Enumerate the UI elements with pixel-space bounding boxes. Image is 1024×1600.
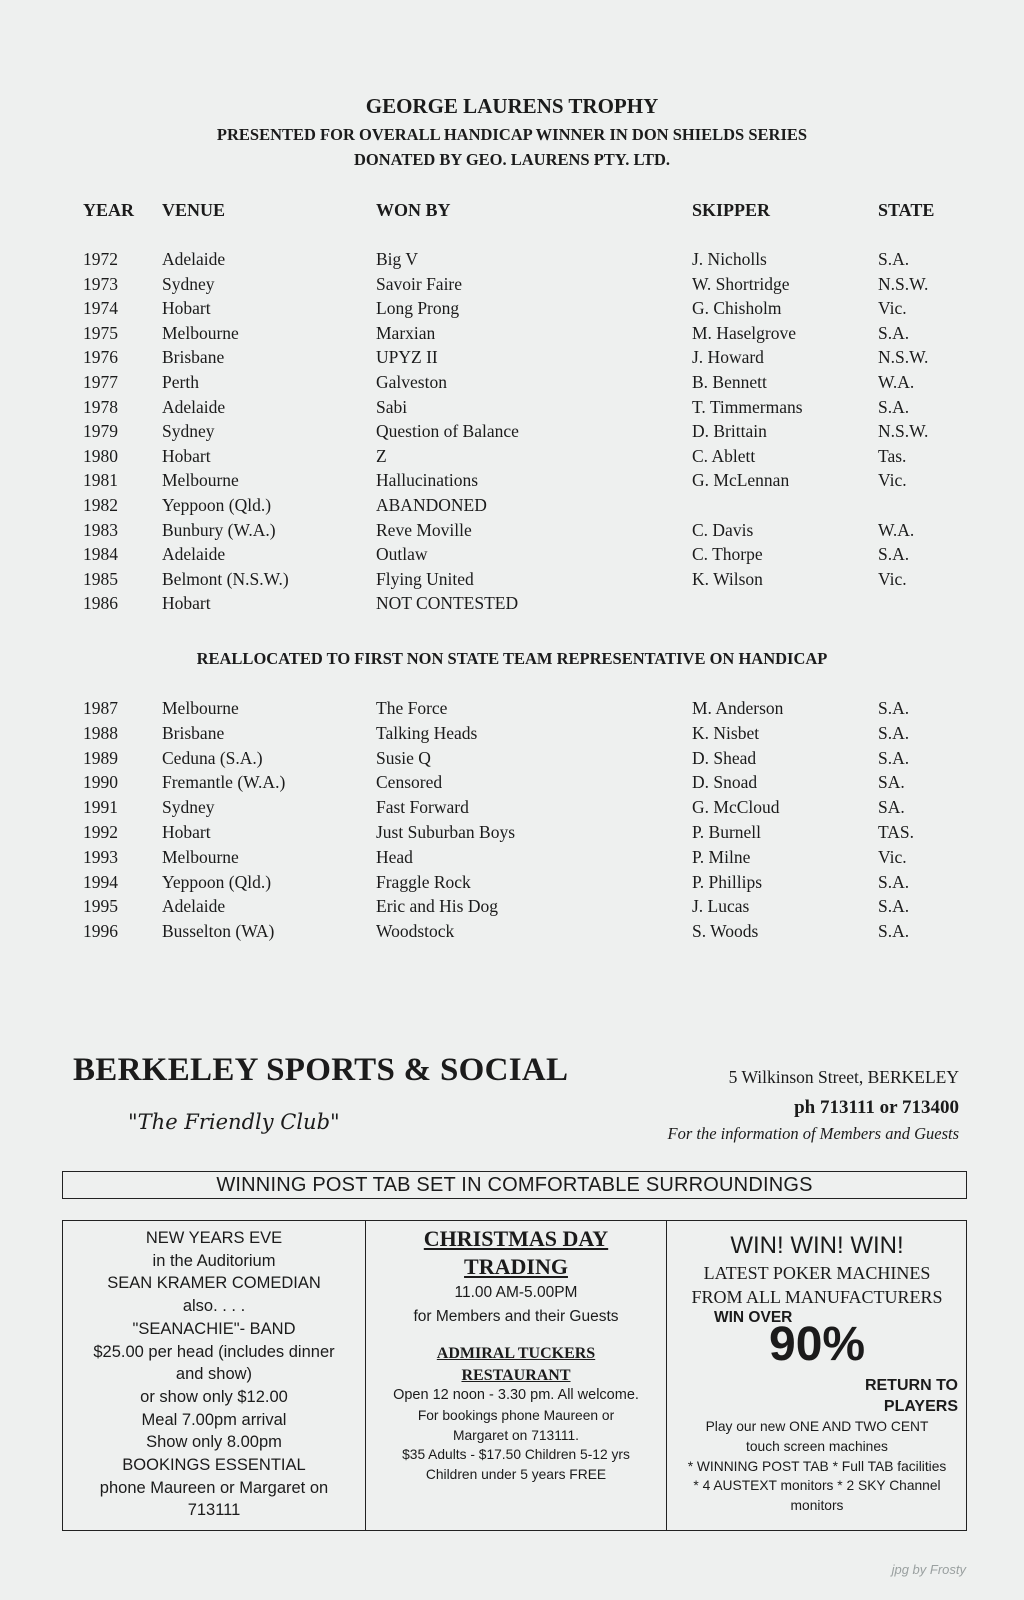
return-line-2: PLAYERS xyxy=(883,1398,958,1415)
table-row xyxy=(0,470,1024,494)
nye-line: and show) xyxy=(175,1365,253,1384)
cell-state: Vic. xyxy=(878,568,907,589)
table-row xyxy=(0,274,1024,298)
nye-line: 713111 xyxy=(187,1501,241,1520)
cell-won-by: Z xyxy=(376,445,387,466)
cell-venue: Sydney xyxy=(162,797,215,818)
nye-line: NEW YEARS EVE xyxy=(145,1229,283,1247)
xmas-title: CHRISTMAS DAY xyxy=(423,1226,609,1251)
cell-won-by: UPYZ II xyxy=(376,347,438,368)
nye-line: phone Maureen or Margaret on xyxy=(99,1478,329,1497)
cell-won-by: Fraggle Rock xyxy=(376,871,471,892)
cell-venue: Brisbane xyxy=(162,722,225,743)
cell-year: 1975 xyxy=(83,322,118,343)
cell-venue: Adelaide xyxy=(162,896,226,917)
realloc-heading: REALLOCATED TO FIRST NON STATE TEAM REPRESENTATIVE ON HANDICAP xyxy=(196,649,828,668)
table-row xyxy=(0,698,1024,722)
column-header-year: YEAR xyxy=(83,200,135,220)
cell-year: 1974 xyxy=(83,298,118,319)
cell-year: 1988 xyxy=(83,722,118,743)
club-address: 5 Wilkinson Street, BERKELEY xyxy=(728,1067,959,1087)
cell-year: 1982 xyxy=(83,495,118,515)
cell-year: 1994 xyxy=(83,871,118,892)
cell-won-by: Outlaw xyxy=(376,544,428,565)
cell-venue: Melbourne xyxy=(162,846,239,867)
cell-skipper: G. Chisholm xyxy=(692,298,782,319)
cell-state: S.A. xyxy=(878,544,910,565)
cell-won-by: Big V xyxy=(376,249,418,269)
cell-venue: Hobart xyxy=(162,593,211,614)
cell-year: 1995 xyxy=(83,896,118,917)
cell-venue: Melbourne xyxy=(162,698,239,718)
cell-won-by: NOT CONTESTED xyxy=(376,593,519,614)
cell-skipper: J. Lucas xyxy=(692,896,750,917)
restaurant-name: ADMIRAL TUCKERS xyxy=(436,1345,596,1362)
cell-venue: Sydney xyxy=(162,273,215,294)
cell-skipper: P. Burnell xyxy=(692,822,762,842)
xmas-hours: 11.00 AM-5.00PM xyxy=(454,1284,578,1301)
cell-year: 1973 xyxy=(83,273,118,294)
table-row xyxy=(0,520,1024,544)
cell-state: W.A. xyxy=(878,372,915,392)
table-row xyxy=(0,495,1024,519)
column-header-won-by: WON BY xyxy=(376,200,451,220)
club-info: For the information of Members and Guests xyxy=(667,1124,959,1143)
cell-venue: Adelaide xyxy=(162,544,226,565)
table-row xyxy=(0,593,1024,617)
table-row xyxy=(0,446,1024,470)
cell-venue: Perth xyxy=(162,372,199,392)
cell-venue: Ceduna (S.A.) xyxy=(162,747,263,768)
cell-year: 1991 xyxy=(83,797,118,818)
table-row xyxy=(0,372,1024,396)
cell-year: 1976 xyxy=(83,347,118,368)
scan-credit: jpg by Frosty xyxy=(891,1562,966,1577)
cell-won-by: ABANDONED xyxy=(376,495,487,515)
win-over-label: WIN OVER xyxy=(714,1309,793,1326)
cell-skipper: C. Thorpe xyxy=(692,544,763,565)
cell-year: 1993 xyxy=(83,846,118,867)
trophy-title: GEORGE LAURENS TROPHY xyxy=(365,94,659,118)
table-row xyxy=(0,872,1024,896)
table-row xyxy=(0,723,1024,747)
cell-year: 1990 xyxy=(83,772,118,793)
club-slogan: "The Friendly Club" xyxy=(128,1110,340,1134)
cell-skipper: W. Shortridge xyxy=(692,273,790,294)
cell-year: 1981 xyxy=(83,470,118,491)
win-detail: * 4 AUSTEXT monitors * 2 SKY Channel xyxy=(693,1478,941,1494)
xmas-title-2: TRADING xyxy=(464,1254,568,1279)
column-header-venue: VENUE xyxy=(162,200,226,220)
cell-won-by: The Force xyxy=(376,698,448,718)
cell-year: 1987 xyxy=(83,698,118,718)
cell-won-by: Marxian xyxy=(376,322,436,343)
cell-skipper: B. Bennett xyxy=(692,372,767,392)
win-title: WIN! WIN! WIN! xyxy=(730,1232,904,1259)
cell-venue: Sydney xyxy=(162,421,215,442)
win-detail: monitors xyxy=(790,1498,844,1514)
cell-state: S.A. xyxy=(878,396,910,417)
win-detail: * WINNING POST TAB * Full TAB facilities xyxy=(687,1458,947,1474)
nye-line: Show only 8.00pm xyxy=(146,1433,282,1452)
cell-state: W.A. xyxy=(878,519,915,540)
xmas-box xyxy=(366,1221,667,1530)
xmas-detail: Margaret on 713111. xyxy=(452,1427,580,1443)
cell-skipper: D. Shead xyxy=(692,747,757,768)
table-row xyxy=(0,921,1024,945)
xmas-for: for Members and their Guests xyxy=(413,1308,619,1325)
cell-won-by: Susie Q xyxy=(376,747,431,768)
cell-venue: Fremantle (W.A.) xyxy=(162,772,286,793)
xmas-detail: For bookings phone Maureen or xyxy=(417,1407,615,1423)
table-row xyxy=(0,896,1024,920)
cell-won-by: Long Prong xyxy=(376,298,460,319)
table-row xyxy=(0,323,1024,347)
cell-won-by: Censored xyxy=(376,772,443,793)
cell-venue: Hobart xyxy=(162,445,211,466)
win-box xyxy=(668,1221,966,1530)
cell-year: 1986 xyxy=(83,593,118,614)
table-row xyxy=(0,797,1024,821)
cell-state: S.A. xyxy=(878,698,910,718)
cell-year: 1979 xyxy=(83,421,118,442)
cell-venue: Belmont (N.S.W.) xyxy=(162,568,289,589)
cell-state: S.A. xyxy=(878,322,910,343)
trophy-subtitle: PRESENTED FOR OVERALL HANDICAP WINNER IN DON SHIELDS SERIES xyxy=(216,125,808,144)
cell-venue: Busselton (WA) xyxy=(162,921,275,942)
cell-won-by: Hallucinations xyxy=(376,470,479,491)
cell-skipper: M. Anderson xyxy=(692,698,784,718)
cell-state: S.A. xyxy=(878,896,910,917)
club-phone: ph 713111 or 713400 xyxy=(794,1097,959,1118)
cell-venue: Hobart xyxy=(162,298,211,319)
tab-banner: WINNING POST TAB SET IN COMFORTABLE SURROUNDINGS xyxy=(62,1171,967,1199)
nye-line: BOOKINGS ESSENTIAL xyxy=(122,1456,306,1475)
cell-won-by: Talking Heads xyxy=(376,722,478,743)
trophy-donor: DONATED BY GEO. LAURENS PTY. LTD. xyxy=(353,150,670,169)
cell-skipper: J. Howard xyxy=(692,347,764,368)
cell-venue: Yeppoon (Qld.) xyxy=(162,871,272,892)
nye-line: $25.00 per head (includes dinner xyxy=(93,1342,335,1361)
table-row xyxy=(0,569,1024,593)
nye-line: "SEANACHIE"- BAND xyxy=(132,1319,296,1338)
cell-state: S.A. xyxy=(878,747,910,768)
cell-state: S.A. xyxy=(878,722,910,743)
cell-year: 1977 xyxy=(83,372,118,392)
nye-line: or show only $12.00 xyxy=(140,1387,288,1406)
nye-line: Meal 7.00pm arrival xyxy=(141,1410,287,1429)
table-row xyxy=(0,347,1024,371)
cell-skipper: C. Davis xyxy=(692,519,754,540)
cell-skipper: P. Phillips xyxy=(692,871,763,892)
cell-won-by: Savoir Faire xyxy=(376,273,463,294)
cell-skipper: K. Nisbet xyxy=(692,722,760,743)
nye-box xyxy=(63,1221,366,1530)
cell-year: 1983 xyxy=(83,519,118,540)
nye-line: SEAN KRAMER COMEDIAN xyxy=(107,1274,321,1293)
ad-boxes xyxy=(62,1220,967,1531)
cell-state: TAS. xyxy=(878,822,915,842)
cell-state: N.S.W. xyxy=(878,421,929,442)
cell-year: 1984 xyxy=(83,544,118,565)
cell-skipper: D. Brittain xyxy=(692,421,767,442)
table-row xyxy=(0,847,1024,871)
cell-skipper: S. Woods xyxy=(692,921,759,942)
win-detail: Play our new ONE AND TWO CENT xyxy=(705,1419,929,1434)
poker-line-1: LATEST POKER MACHINES xyxy=(703,1263,931,1283)
cell-skipper: C. Ablett xyxy=(692,445,756,466)
cell-year: 1989 xyxy=(83,747,118,768)
cell-state: Vic. xyxy=(878,470,907,491)
xmas-detail: Children under 5 years FREE xyxy=(425,1467,607,1483)
cell-won-by: Just Suburban Boys xyxy=(376,822,516,842)
cell-state: Vic. xyxy=(878,846,907,867)
cell-state: N.S.W. xyxy=(878,347,929,368)
win-detail: touch screen machines xyxy=(746,1438,888,1454)
restaurant-label: RESTAURANT xyxy=(461,1366,571,1384)
cell-venue: Bunbury (W.A.) xyxy=(162,519,276,540)
cell-venue: Brisbane xyxy=(162,347,225,368)
table-row xyxy=(0,421,1024,445)
table-row xyxy=(0,544,1024,568)
cell-won-by: Question of Balance xyxy=(376,421,519,442)
cell-year: 1992 xyxy=(83,822,118,842)
cell-state: SA. xyxy=(878,797,905,818)
cell-venue: Hobart xyxy=(162,822,211,842)
table-row xyxy=(0,397,1024,421)
cell-skipper: T. Timmermans xyxy=(692,396,803,417)
cell-year: 1985 xyxy=(83,568,118,589)
return-to-players xyxy=(865,1375,958,1417)
nye-line: also. . . . xyxy=(182,1297,246,1316)
cell-skipper: M. Haselgrove xyxy=(692,322,797,343)
cell-venue: Melbourne xyxy=(162,470,239,491)
xmas-detail: Open 12 noon - 3.30 pm. All welcome. xyxy=(393,1387,639,1403)
table-row xyxy=(0,249,1024,273)
cell-skipper: J. Nicholls xyxy=(692,249,767,269)
column-header-skipper: SKIPPER xyxy=(692,200,771,220)
cell-state: S.A. xyxy=(878,921,910,942)
xmas-detail: $35 Adults - $17.50 Children 5-12 yrs xyxy=(402,1447,630,1463)
cell-won-by: Flying United xyxy=(376,568,474,589)
cell-won-by: Reve Moville xyxy=(376,519,472,540)
cell-year: 1972 xyxy=(83,249,118,269)
cell-won-by: Eric and His Dog xyxy=(376,896,498,917)
club-name: BERKELEY SPORTS & SOCIAL xyxy=(73,1052,569,1088)
cell-skipper: K. Wilson xyxy=(692,568,763,589)
cell-year: 1978 xyxy=(83,396,118,417)
cell-venue: Yeppoon (Qld.) xyxy=(162,495,272,515)
table-row xyxy=(0,772,1024,796)
cell-skipper: G. McLennan xyxy=(692,470,790,491)
cell-won-by: Woodstock xyxy=(376,921,455,942)
return-line-1: RETURN TO xyxy=(864,1377,958,1394)
cell-won-by: Fast Forward xyxy=(376,797,469,818)
cell-won-by: Galveston xyxy=(376,372,447,392)
nye-line: in the Auditorium xyxy=(152,1251,276,1270)
cell-state: SA. xyxy=(878,772,905,793)
cell-skipper: G. McCloud xyxy=(692,797,780,818)
return-percentage: 90% xyxy=(769,1318,866,1371)
table-row xyxy=(0,748,1024,772)
cell-state: S.A. xyxy=(878,871,910,892)
cell-state: Tas. xyxy=(878,445,907,466)
cell-venue: Melbourne xyxy=(162,322,239,343)
cell-state: Vic. xyxy=(878,298,907,319)
cell-won-by: Sabi xyxy=(376,396,408,417)
cell-won-by: Head xyxy=(376,846,413,867)
cell-state: N.S.W. xyxy=(878,273,929,294)
cell-year: 1980 xyxy=(83,445,118,466)
table-row xyxy=(0,822,1024,846)
cell-skipper: D. Snoad xyxy=(692,772,758,793)
poker-line-2: FROM ALL MANUFACTURERS xyxy=(691,1287,943,1307)
cell-year: 1996 xyxy=(83,921,118,942)
cell-venue: Adelaide xyxy=(162,396,226,417)
cell-state: S.A. xyxy=(878,249,910,269)
cell-skipper: P. Milne xyxy=(692,846,751,867)
win-details xyxy=(668,1417,966,1516)
table-row xyxy=(0,298,1024,322)
cell-venue: Adelaide xyxy=(162,249,226,269)
column-header-state: STATE xyxy=(878,200,935,220)
